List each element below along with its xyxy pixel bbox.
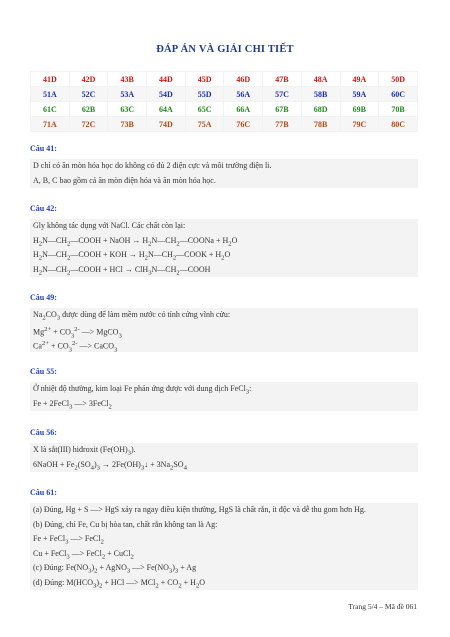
- question-61: [30, 487, 418, 590]
- answer-block: [30, 443, 418, 472]
- answer-cell: 49A: [340, 72, 379, 87]
- answer-cell: 51A: [31, 87, 70, 102]
- page-title: ĐÁP ÁN VÀ GIẢI CHI TIẾT: [156, 44, 294, 55]
- answer-cell: 48A: [301, 72, 340, 87]
- question-42: [30, 203, 418, 277]
- reaction-equation: $Mg^{2+} + CO_3^{2-}$ —> MgCO$_3$: [33, 325, 122, 339]
- answer-cell: 74D: [147, 117, 186, 132]
- answer-cell: 45D: [185, 72, 224, 87]
- reaction-equation: 6NaOH + $Fe_2(SO_4)_3$ → $2Fe(OH)_3↓ + 3Na_2SO_4$: [33, 459, 187, 472]
- explanation-line: A, B, C bao gồm cả ăn mòn điện hóa và ăn mòn hóa học.: [33, 175, 216, 185]
- answer-block: [30, 503, 418, 590]
- answer-cell: 72C: [69, 117, 108, 132]
- answer-cell: 69B: [340, 102, 379, 117]
- answer-cell: 47B: [263, 72, 302, 87]
- answer-cell: 42D: [69, 72, 108, 87]
- question-heading: Câu 56:: [30, 428, 57, 437]
- reaction-equation: (d) Đúng: $M(HCO_3)_2$ + HCl —> $MCl_2 + CO_2 + H_2O$: [33, 577, 206, 590]
- question-heading: Câu 49:: [30, 293, 57, 302]
- answer-cell: 43B: [108, 72, 147, 87]
- answer-table: [30, 71, 418, 132]
- answer-cell: 62B: [69, 102, 108, 117]
- answer-cell: 68D: [301, 102, 340, 117]
- question-heading: Câu 41:: [30, 144, 57, 153]
- answer-block: [30, 382, 418, 411]
- reaction-equation: $Ca^{2+} + CO_3^{2-}$ —> CaCO$_3$: [33, 340, 118, 354]
- answer-cell: 70B: [379, 102, 418, 117]
- question-41: [30, 143, 418, 188]
- answer-cell: 56A: [224, 87, 263, 102]
- answer-cell: 66A: [224, 102, 263, 117]
- answer-block: [30, 219, 418, 277]
- answer-row: [31, 72, 418, 87]
- answer-cell: 60C: [379, 87, 418, 102]
- question-55: [30, 366, 418, 411]
- explanation-line: (a) Đúng, Hg + S —> HgS xảy ra ngay điều kiện thường, HgS là chất rắn, ít độc và dễ thu gom hơn Hg.: [33, 505, 366, 514]
- answer-block: [30, 159, 418, 188]
- question-heading: Câu 61:: [30, 488, 57, 497]
- reaction-equation: $H_2N—CH_2—COOH$ + HCl → $ClH_3N—CH_2—COOH$: [33, 264, 211, 277]
- answer-cell: 61C: [31, 102, 70, 117]
- answer-cell: 59A: [340, 87, 379, 102]
- explanation-line: $Na_2CO_3$ được dùng để làm mềm nước có tính cứng vĩnh cửu:: [33, 310, 231, 322]
- explanation-line: Gly không tác dụng với NaCl. Các chất còn lại:: [33, 221, 186, 230]
- answer-cell: 75A: [185, 117, 224, 132]
- explanation-line: D chỉ có ăn mòn hóa học do không có đủ 2 điện cực và môi trường điện li.: [33, 161, 272, 170]
- answer-row: [31, 102, 418, 117]
- answer-cell: 54D: [147, 87, 186, 102]
- answer-cell: 50D: [379, 72, 418, 87]
- answer-cell: 53A: [108, 87, 147, 102]
- question-56: [30, 427, 418, 472]
- question-heading: Câu 42:: [30, 204, 57, 213]
- answer-cell: 65C: [185, 102, 224, 117]
- answer-cell: 79C: [340, 117, 379, 132]
- page-footer: Trang 5/4 – Mã đề 061: [348, 602, 417, 611]
- answer-cell: 80C: [379, 117, 418, 132]
- explanation-line: (b) Đúng, chỉ Fe, Cu bị hòa tan, chất rắn không tan là Ag:: [33, 519, 218, 529]
- answer-block: [30, 308, 418, 352]
- question-49: [30, 292, 418, 352]
- answer-row: [31, 87, 418, 102]
- reaction-equation: (c) Đúng: $Fe(NO_3)_2$ + AgNO$_3$ —> $Fe(NO_3)_3 + Ag$: [33, 563, 197, 575]
- answer-cell: 73B: [108, 117, 147, 132]
- answer-cell: 58B: [301, 87, 340, 102]
- answer-cell: 64A: [147, 102, 186, 117]
- reaction-equation: Fe + FeCl$_3$ —> FeCl$_2$: [33, 534, 104, 546]
- answer-cell: 44D: [147, 72, 186, 87]
- reaction-equation: Cu + FeCl$_3$ —> FeCl$_2$ + CuCl$_2$: [33, 548, 134, 561]
- answer-cell: 63C: [108, 102, 147, 117]
- reaction-equation: Fe + 2FeCl$_3$ —> 3FeCl$_2$: [33, 398, 112, 411]
- answer-cell: 41D: [31, 72, 70, 87]
- question-heading: Câu 55:: [30, 367, 57, 376]
- answer-cell: 55D: [185, 87, 224, 102]
- explanation-line: Ở nhiệt độ thường, kim loại Fe phản ứng được với dung dịch FeCl$_3$:: [33, 384, 252, 396]
- answer-cell: 71A: [31, 117, 70, 132]
- answer-cell: 46D: [224, 72, 263, 87]
- answer-cell: 67B: [263, 102, 302, 117]
- answer-cell: 57C: [263, 87, 302, 102]
- reaction-equation: $H_2N—CH_2—COOH$ + NaOH → $H_2N—CH_2—COONa + H_2O$: [33, 235, 238, 248]
- reaction-equation: $H_2N—CH_2—COOH$ + KOH → $H_2N—CH_2—COOK + H_2O$: [33, 250, 231, 262]
- answer-cell: 52C: [69, 87, 108, 102]
- answer-cell: 78B: [301, 117, 340, 132]
- explanation-line: X là sắt(III) hiđroxit $(Fe(OH)_3)$.: [33, 445, 136, 457]
- answer-row: [31, 117, 418, 132]
- answer-cell: 76C: [224, 117, 263, 132]
- answer-cell: 77B: [263, 117, 302, 132]
